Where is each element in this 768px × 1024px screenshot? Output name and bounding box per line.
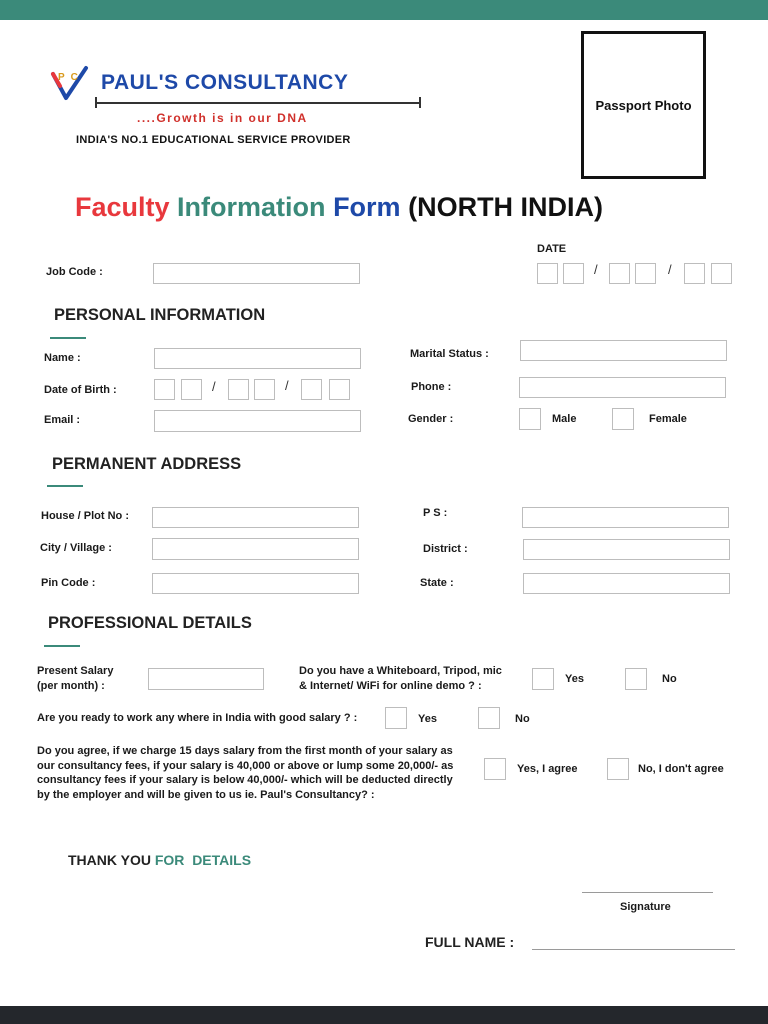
name-input[interactable] — [154, 348, 361, 369]
company-tagline: ....Growth is in our DNA — [137, 111, 308, 125]
date-separator: / — [668, 262, 672, 277]
logo-mark-icon — [50, 64, 90, 104]
dob-separator: / — [212, 379, 216, 394]
dob-label: Date of Birth : — [44, 384, 117, 396]
ps-input[interactable] — [522, 507, 729, 528]
personal-info-divider — [50, 337, 86, 339]
whiteboard-question — [299, 664, 502, 694]
gender-female-checkbox[interactable] — [612, 408, 634, 430]
email-label: Email : — [44, 414, 81, 426]
dob-box-y1[interactable] — [301, 379, 322, 400]
pin-code-label: Pin Code : — [41, 577, 96, 589]
full-name-input[interactable] — [532, 939, 735, 950]
professional-details-heading: PROFESSIONAL DETAILS — [48, 614, 252, 632]
dob-box-m2[interactable] — [254, 379, 275, 400]
state-input[interactable] — [523, 573, 730, 594]
relocate-yes-checkbox[interactable] — [385, 707, 407, 729]
name-label: Name : — [44, 352, 81, 364]
fee-agree-label: Yes, I agree — [517, 763, 578, 775]
full-name-label: FULL NAME : — [425, 934, 515, 950]
house-plot-input[interactable] — [152, 507, 359, 528]
personal-info-heading: PERSONAL INFORMATION — [54, 306, 266, 324]
dob-box-d1[interactable] — [154, 379, 175, 400]
company-subtagline: INDIA'S NO.1 EDUCATIONAL SERVICE PROVIDER — [76, 134, 351, 146]
district-input[interactable] — [523, 539, 730, 560]
date-box-m2[interactable] — [635, 263, 656, 284]
present-salary-input[interactable] — [148, 668, 264, 690]
ps-label: P S : — [423, 507, 448, 519]
company-name: PAUL'S CONSULTANCY — [101, 71, 349, 94]
whiteboard-question-line1: Do you have a Whiteboard, Tripod, mic — [299, 665, 502, 677]
dob-box-d2[interactable] — [181, 379, 202, 400]
whiteboard-yes-checkbox[interactable] — [532, 668, 554, 690]
job-code-input[interactable] — [153, 263, 360, 284]
date-box-d2[interactable] — [563, 263, 584, 284]
fee-agree-checkbox[interactable] — [484, 758, 506, 780]
signature-line — [582, 892, 713, 893]
company-logo — [50, 64, 90, 104]
email-input[interactable] — [154, 410, 361, 432]
thank-you-text: THANK YOU — [68, 852, 151, 868]
date-box-y1[interactable] — [684, 263, 705, 284]
dob-box-m1[interactable] — [228, 379, 249, 400]
logo-letters: PC — [58, 72, 84, 83]
brand-underline-tick-right — [419, 97, 421, 108]
permanent-address-divider — [47, 485, 83, 487]
present-salary-label — [37, 664, 113, 694]
marital-status-label: Marital Status : — [410, 348, 489, 360]
whiteboard-question-line2: & Internet/ WiFi for online demo ? : — [299, 680, 482, 692]
state-label: State : — [420, 577, 454, 589]
marital-status-input[interactable] — [520, 340, 727, 361]
phone-input[interactable] — [519, 377, 726, 398]
passport-photo-box[interactable] — [581, 31, 706, 179]
house-plot-label: House / Plot No : — [41, 510, 129, 522]
present-salary-label-line2: (per month) : — [37, 680, 105, 692]
relocate-no-label: No — [515, 713, 530, 725]
whiteboard-no-label: No — [662, 673, 677, 685]
gender-label: Gender : — [408, 413, 454, 425]
date-separator: / — [594, 262, 598, 277]
fee-disagree-label: No, I don't agree — [638, 763, 724, 775]
pin-code-input[interactable] — [152, 573, 359, 594]
present-salary-label-line1: Present Salary — [37, 665, 114, 677]
title-word-region: (NORTH INDIA) — [408, 192, 604, 222]
title-word-information: Information — [177, 192, 326, 222]
gender-male-label: Male — [552, 413, 577, 425]
relocate-question: Are you ready to work any where in India with good salary ? : — [37, 712, 358, 724]
date-label: DATE — [537, 243, 567, 255]
relocate-yes-label: Yes — [418, 713, 437, 725]
date-box-d1[interactable] — [537, 263, 558, 284]
whiteboard-no-checkbox[interactable] — [625, 668, 647, 690]
thank-you-note — [68, 852, 251, 868]
relocate-no-checkbox[interactable] — [478, 707, 500, 729]
brand-underline-tick-left — [95, 97, 97, 108]
dob-box-y2[interactable] — [329, 379, 350, 400]
city-village-label: City / Village : — [40, 542, 112, 554]
bottom-footer-bar — [0, 1006, 768, 1024]
whiteboard-yes-label: Yes — [565, 673, 584, 685]
title-word-form: Form — [333, 192, 401, 222]
permanent-address-heading: PERMANENT ADDRESS — [52, 455, 242, 473]
passport-photo-label: Passport Photo — [595, 97, 692, 113]
form-title — [75, 192, 603, 223]
gender-male-checkbox[interactable] — [519, 408, 541, 430]
gender-female-label: Female — [649, 413, 687, 425]
consultancy-fee-question: Do you agree, if we charge 15 days salary from the first month of your salary as our consultancy fees, if your salary is 40,000 or above or lump some 20,000/- as consultancy fees if your salary is below 40,000/- which will be deducted directly by the employer and will be given to us ie. Paul's Consultancy? : — [37, 745, 454, 801]
fee-disagree-checkbox[interactable] — [607, 758, 629, 780]
brand-underline — [95, 102, 421, 104]
date-box-m1[interactable] — [609, 263, 630, 284]
job-code-label: Job Code : — [46, 266, 103, 278]
professional-details-divider — [44, 645, 80, 647]
district-label: District : — [423, 543, 468, 555]
dob-separator: / — [285, 378, 289, 393]
for-details-text: FOR DETAILS — [154, 852, 252, 868]
date-box-y2[interactable] — [711, 263, 732, 284]
title-word-faculty: Faculty — [75, 192, 170, 222]
top-accent-bar — [0, 0, 768, 20]
city-village-input[interactable] — [152, 538, 359, 560]
phone-label: Phone : — [411, 381, 452, 393]
signature-label: Signature — [620, 901, 671, 913]
